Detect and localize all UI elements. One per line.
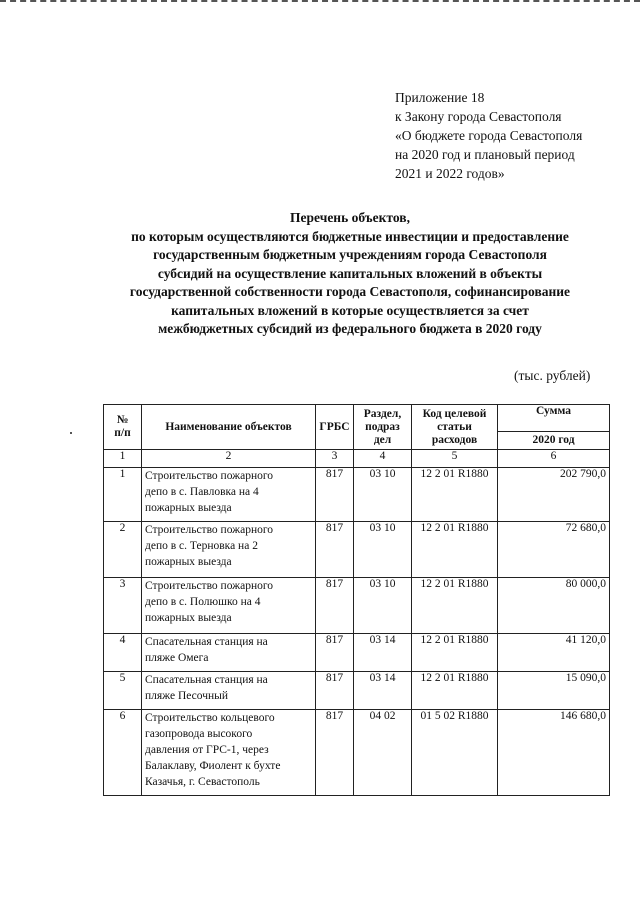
row-grbs: 817 — [316, 522, 354, 578]
row-num: 4 — [104, 634, 142, 672]
row-name-line: пожарных выезда — [145, 502, 232, 514]
row-razdel: 03 10 — [354, 522, 412, 578]
row-name — [142, 634, 316, 672]
row-name-line: Спасательная станция на — [145, 636, 268, 648]
row-name-line: пляже Песочный — [145, 690, 229, 702]
row-razdel: 03 10 — [354, 578, 412, 634]
row-name-line: Балаклаву, Фиолент к бухте — [145, 760, 281, 772]
row-razdel: 03 14 — [354, 672, 412, 710]
appendix-block — [395, 88, 582, 183]
row-sum: 15 090,0 — [498, 672, 610, 710]
row-razdel: 03 10 — [354, 468, 412, 522]
table-row — [104, 710, 610, 796]
header-kod-line3: расходов — [431, 433, 478, 446]
header-razdel-line2: подраз — [365, 420, 400, 433]
row-sum: 80 000,0 — [498, 578, 610, 634]
row-num: 6 — [104, 710, 142, 796]
row-name — [142, 578, 316, 634]
top-edge-line — [0, 0, 640, 6]
row-grbs: 817 — [316, 634, 354, 672]
row-sum: 41 120,0 — [498, 634, 610, 672]
appendix-line: к Закону города Севастополя — [395, 109, 562, 124]
row-razdel: 03 14 — [354, 634, 412, 672]
objects-table — [103, 404, 610, 796]
document-title — [90, 209, 610, 339]
header-num-line2: п/п — [114, 427, 131, 439]
row-kod: 01 5 02 R1880 — [412, 710, 498, 796]
header-razdel-line1: Раздел, — [363, 407, 402, 420]
row-sum: 146 680,0 — [498, 710, 610, 796]
header-razdel-line3: дел — [373, 433, 392, 446]
title-line: субсидий на осуществление капитальных вложений в объекты — [157, 265, 543, 281]
header-kod-line1: Код целевой — [422, 407, 487, 420]
row-grbs: 817 — [316, 672, 354, 710]
row-num: 3 — [104, 578, 142, 634]
row-name — [142, 710, 316, 796]
header-kod — [412, 405, 498, 450]
row-name-line: пляже Омега — [145, 652, 209, 664]
row-num: 1 — [104, 468, 142, 522]
title-line: межбюджетных субсидий из федерального бюджета в 2020 году — [158, 321, 542, 336]
row-grbs: 817 — [316, 710, 354, 796]
row-name-line: газопровода высокого — [145, 728, 253, 740]
row-kod: 12 2 01 R1880 — [412, 578, 498, 634]
row-kod: 12 2 01 R1880 — [412, 522, 498, 578]
row-name-line: пожарных выезда — [145, 556, 232, 568]
row-name — [142, 672, 316, 710]
row-sum: 72 680,0 — [498, 522, 610, 578]
row-kod: 12 2 01 R1880 — [412, 468, 498, 522]
title-line: Перечень объектов, — [290, 210, 410, 225]
header-kod-line2: статьи — [437, 420, 472, 433]
row-name — [142, 468, 316, 522]
row-kod: 12 2 01 R1880 — [412, 672, 498, 710]
title-line: капитальных вложений в которые осуществляется за счет — [171, 302, 529, 318]
col-number-3: 3 — [316, 450, 354, 468]
row-name-line: депо в с. Павловка на 4 — [145, 486, 259, 498]
table-row — [104, 672, 610, 710]
header-num-line1: № — [116, 414, 129, 426]
title-line: государственным бюджетным учреждениям города Севастополя — [153, 247, 547, 262]
row-kod: 12 2 01 R1880 — [412, 634, 498, 672]
appendix-line: «О бюджете города Севастополя — [395, 128, 583, 143]
header-grbs: ГРБС — [316, 405, 354, 450]
row-name-line: Строительство пожарного — [145, 580, 274, 592]
col-number-6: 6 — [498, 450, 610, 468]
row-num: 5 — [104, 672, 142, 710]
appendix-line: 2021 и 2022 годов» — [395, 166, 505, 181]
col-number-5: 5 — [412, 450, 498, 468]
table-row — [104, 468, 610, 522]
row-name-line: Казачья, г. Севастополь — [145, 776, 260, 788]
row-name-line: Строительство пожарного — [145, 470, 274, 482]
table-row — [104, 522, 610, 578]
row-grbs: 817 — [316, 468, 354, 522]
row-name-line: пожарных выезда — [145, 612, 232, 624]
row-grbs: 817 — [316, 578, 354, 634]
header-num — [104, 405, 142, 450]
row-name-line: Строительство пожарного — [145, 524, 274, 536]
appendix-line: Приложение 18 — [395, 90, 485, 105]
row-name-line: депо в с. Полюшко на 4 — [145, 596, 261, 608]
title-line: государственной собственности города Севастополя, софинансирование — [129, 284, 571, 299]
col-number-1: 1 — [104, 450, 142, 468]
table-row — [104, 634, 610, 672]
appendix-line: на 2020 год и плановый период — [395, 147, 575, 162]
table-row — [104, 578, 610, 634]
header-name: Наименование объектов — [142, 405, 316, 450]
row-num: 2 — [104, 522, 142, 578]
header-razdel — [354, 405, 412, 450]
header-year: 2020 год — [498, 432, 610, 450]
col-number-2: 2 — [142, 450, 316, 468]
header-sum: Сумма — [498, 405, 610, 432]
units-label: (тыс. рублей) — [514, 368, 591, 383]
title-line: по которым осуществляются бюджетные инвестиции и предоставление — [131, 228, 569, 244]
row-name-line: депо в с. Терновка на 2 — [145, 540, 258, 552]
row-name-line: Спасательная станция на — [145, 674, 268, 686]
row-name-line: Строительство кольцевого — [145, 712, 275, 724]
row-name-line: давления от ГРС-1, через — [145, 744, 269, 756]
row-razdel: 04 02 — [354, 710, 412, 796]
scan-speck — [70, 432, 72, 434]
row-name — [142, 522, 316, 578]
row-sum: 202 790,0 — [498, 468, 610, 522]
col-number-4: 4 — [354, 450, 412, 468]
